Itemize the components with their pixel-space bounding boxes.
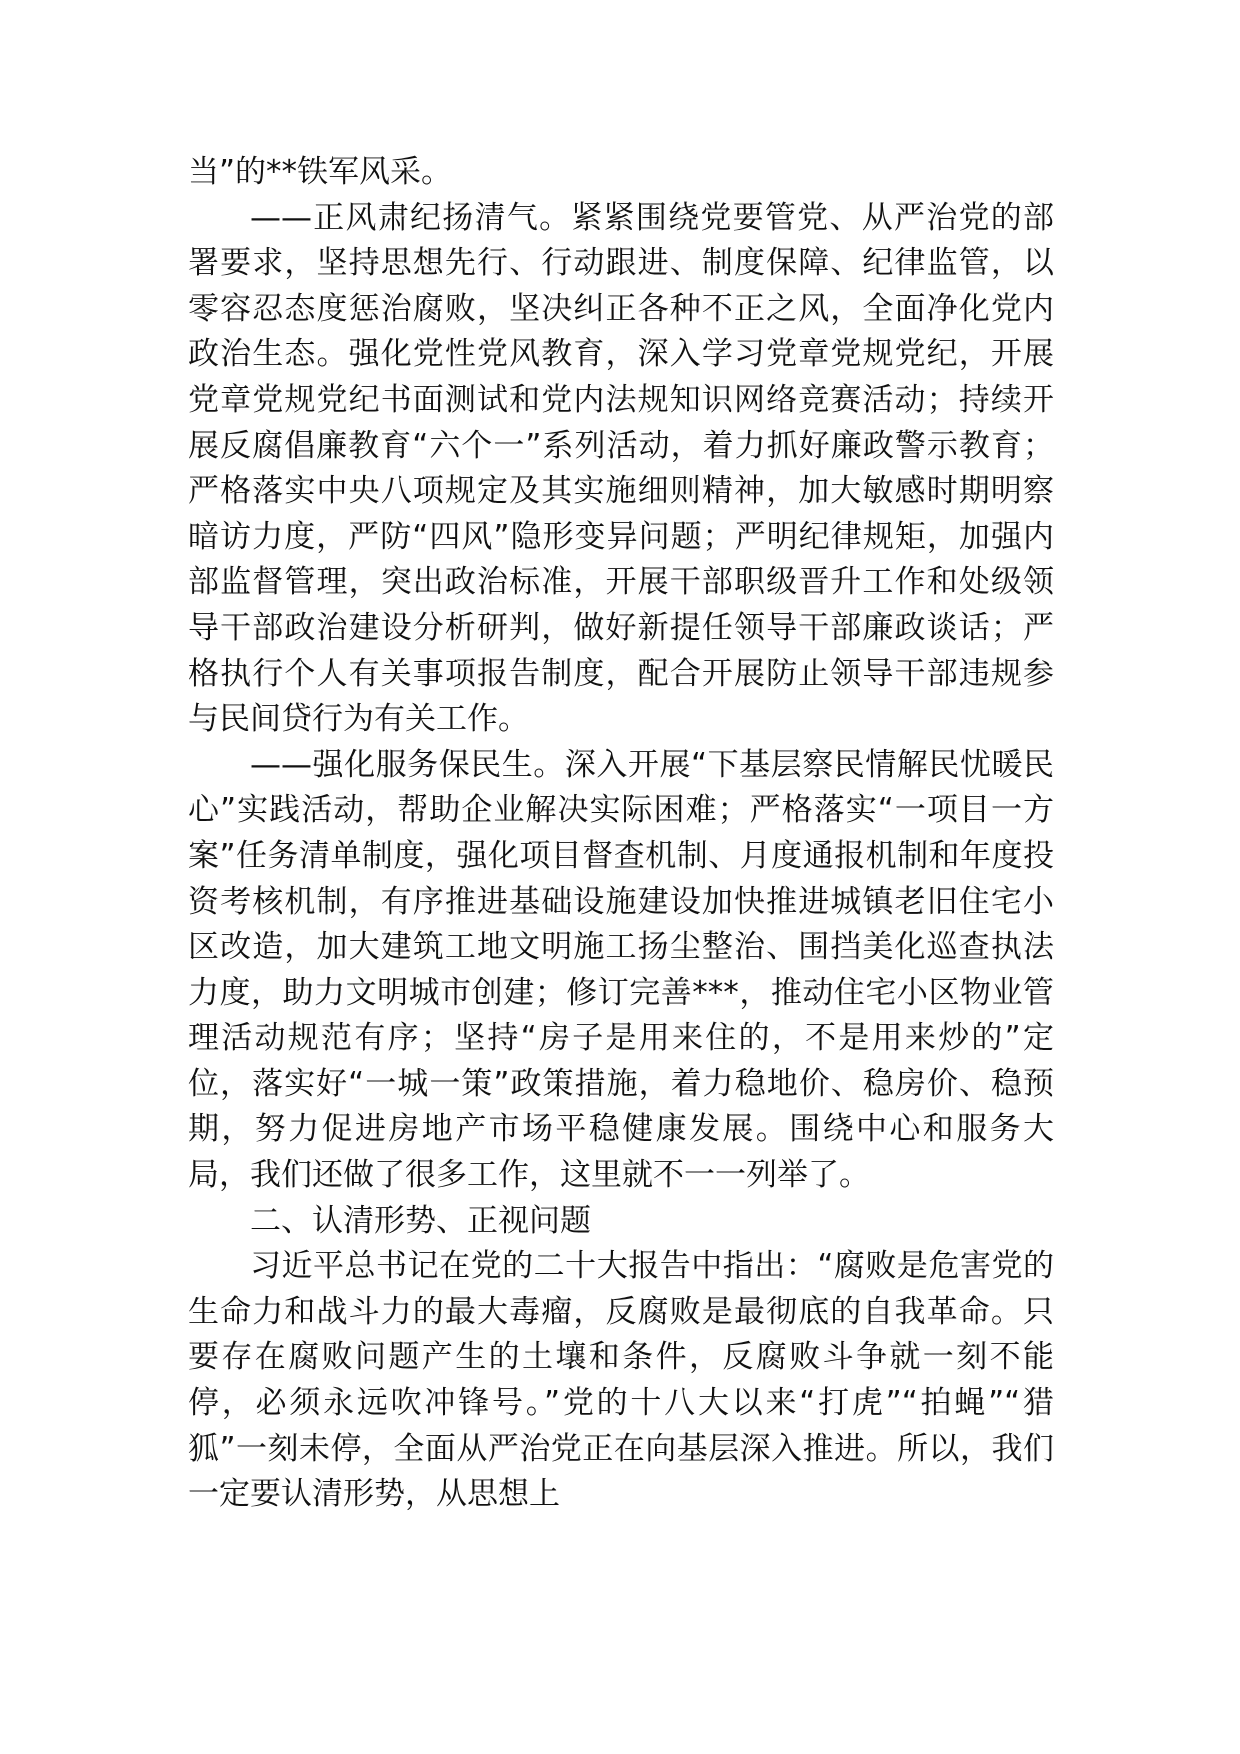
paragraph-service: ——强化服务保民生。深入开展“下基层察民情解民忧暖民心”实践活动，帮助企业解决实际困难；严格落实“一项目一方案”任务清单制度，强化项目督查机制、月度通报机制和年度投资考核机制，有序推进基础设施建设加快推进城镇老旧住宅小区改造，加大建筑工地文明施工扬尘整治、围挡美化巡查执法力度，助力文明城市创建；修订完善***，推动住宅小区物业管理活动规范有序；坚持“房子是用来住的，不是用来炒的”定位，落实好“一城一策”政策措施，着力稳地价、稳房价、稳预期，努力促进房地产市场平稳健康发展。围绕中心和服务大局，我们还做了很多工作，这里就不一一列举了。 (188, 746, 1054, 1194)
paragraph-continuation: 当”的**铁军风采。 (188, 154, 453, 190)
document-body (188, 150, 1054, 1518)
paragraph-discipline: ——正风肃纪扬清气。紧紧围绕党要管党、从严治党的部署要求，坚持思想先行、行动跟进、制度保障、纪律监管，以零容忍态度惩治腐败，坚决纠正各种不正之风，全面净化党内政治生态。强化党性党风教育，深入学习党章党规党纪，开展党章党规党纪书面测试和党内法规知识网络竞赛活动；持续开展反腐倡廉教育“六个一”系列活动，着力抓好廉政警示教育；严格落实中央八项规定及其实施细则精神，加大敏感时期明察暗访力度，严防“四风”隐形变异问题；严明纪律规矩，加强内部监督管理，突出政治标准，开展干部职级晋升工作和处级领导干部政治建设分析研判，做好新提任领导干部廉政谈话；严格执行个人有关事项报告制度，配合开展防止领导干部违规参与民间贷行为有关工作。 (188, 199, 1054, 738)
section-heading: 二、认清形势、正视问题 (250, 1202, 591, 1239)
paragraph-situation: 习近平总书记在党的二十大报告中指出：“腐败是危害党的生命力和战斗力的最大毒瘤，反腐败是最彻底的自我革命。只要存在腐败问题产生的土壤和条件，反腐败斗争就一刻不能停，必须永远吹冲锋号。”党的十八大以来“打虎”“拍蝇”“猎狐”一刻未停，全面从严治党正在向基层深入推进。所以，我们一定要认清形势，从思想上 (188, 1248, 1054, 1513)
